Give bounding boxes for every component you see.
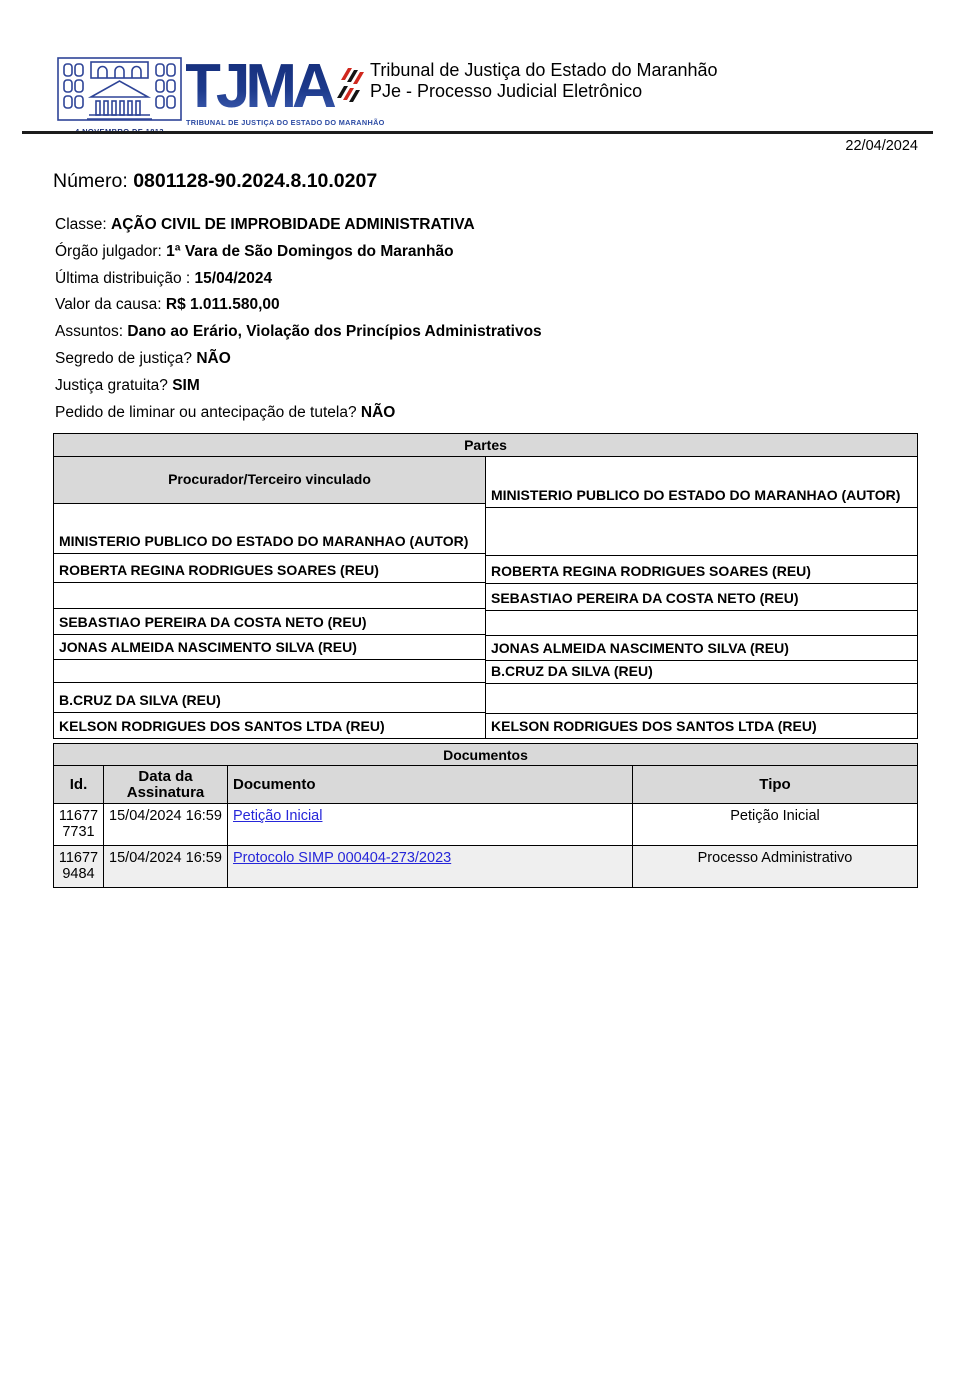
detail-valor-da-causa: Valor da causa: R$ 1.011.580,00 [55,296,280,314]
documentos-table [53,743,918,888]
header-divider [22,131,933,134]
maranhao-stripes-icon [337,68,364,102]
partes-cell: SEBASTIAO PEREIRA DA COSTA NETO (REU) [54,609,485,635]
partes-cell: B.CRUZ DA SILVA (REU) [54,683,485,713]
document-date: 22/04/2024 [845,138,918,154]
column-header-data: Data da Assinatura [104,766,228,804]
partes-cell [54,583,485,609]
partes-cell: B.CRUZ DA SILVA (REU) [486,661,917,684]
tjma-logo [186,58,385,127]
process-number-label: Número: [53,170,134,192]
detail-assuntos: Assuntos: Dano ao Erário, Violação dos Princípios Administrativos [55,323,542,341]
detail-justica-gratuita: Justiça gratuita? SIM [55,376,200,394]
column-header-documento: Documento [228,766,633,804]
column-header-id: Id. [54,766,104,804]
document-link-protocolo-simp[interactable]: Protocolo SIMP 000404-273/2023 [233,850,452,866]
partes-cell: SEBASTIAO PEREIRA DA COSTA NETO (REU) [486,584,917,611]
partes-cell [486,684,917,714]
partes-cell [486,611,917,636]
doc-row-documento-cell [228,846,633,887]
partes-cell: KELSON RODRIGUES DOS SANTOS LTDA (REU) [491,717,817,734]
tjma-wordmark-icon [186,58,366,113]
documentos-table-title: Documentos [54,744,917,766]
partes-right-column [486,457,917,738]
partes-cell [486,508,917,556]
tjma-logo-subtext: TRIBUNAL DE JUSTIÇA DO ESTADO DO MARANHÃO [186,118,385,127]
partes-cell: MINISTERIO PUBLICO DO ESTADO DO MARANHAO (AUTOR) [486,457,917,508]
doc-row-tipo: Petição Inicial [633,804,917,846]
header-org-line1: Tribunal de Justiça do Estado do Maranhão [370,60,718,80]
partes-cell: ROBERTA REGINA RODRIGUES SOARES (REU) [54,554,485,583]
process-number-line [53,170,377,193]
document-link-peticao-inicial[interactable]: Petição Inicial [233,808,323,824]
doc-row-documento-cell [228,804,633,846]
process-details [55,212,542,426]
doc-row-id: 116779484 [54,846,104,887]
partes-left-column [54,457,486,738]
partes-cell: JONAS ALMEIDA NASCIMENTO SILVA (REU) [486,636,917,661]
detail-segredo-justica: Segredo de justiça? NÃO [55,349,231,367]
partes-left-header: Procurador/Terceiro vinculado [54,457,485,504]
detail-orgao-julgador: Órgão julgador: 1ª Vara de São Domingos do Maranhão [55,242,454,260]
partes-cell: MINISTERIO PUBLICO DO ESTADO DO MARANHAO (AUTOR) [54,504,485,554]
doc-row-data: 15/04/2024 16:59 [104,846,228,887]
header-org-line2: PJe - Processo Judicial Eletrônico [370,80,643,101]
detail-pedido-liminar: Pedido de liminar ou antecipação de tutela? NÃO [55,403,396,421]
partes-cell: ROBERTA REGINA RODRIGUES SOARES (REU) [486,556,917,584]
column-header-tipo: Tipo [633,766,917,804]
doc-row-data: 15/04/2024 16:59 [104,804,228,846]
partes-cell: JONAS ALMEIDA NASCIMENTO SILVA (REU) [54,635,485,660]
courthouse-icon [57,57,182,121]
document-header-text [370,60,718,101]
svg-text:TJMA: TJMA [186,58,332,113]
courthouse-building-logo [57,57,182,136]
doc-row-tipo: Processo Administrativo [633,846,917,887]
doc-row-id: 116777731 [54,804,104,846]
detail-ultima-distribuicao: Última distribuição : 15/04/2024 [55,269,273,287]
partes-cell: KELSON RODRIGUES DOS SANTOS LTDA (REU) [59,717,385,734]
partes-cell [54,660,485,683]
detail-classe: Classe: AÇÃO CIVIL DE IMPROBIDADE ADMINISTRATIVA [55,216,475,233]
partes-table-title: Partes [54,434,917,457]
process-number-value: 0801128-90.2024.8.10.0207 [133,170,378,192]
partes-table [53,433,918,739]
